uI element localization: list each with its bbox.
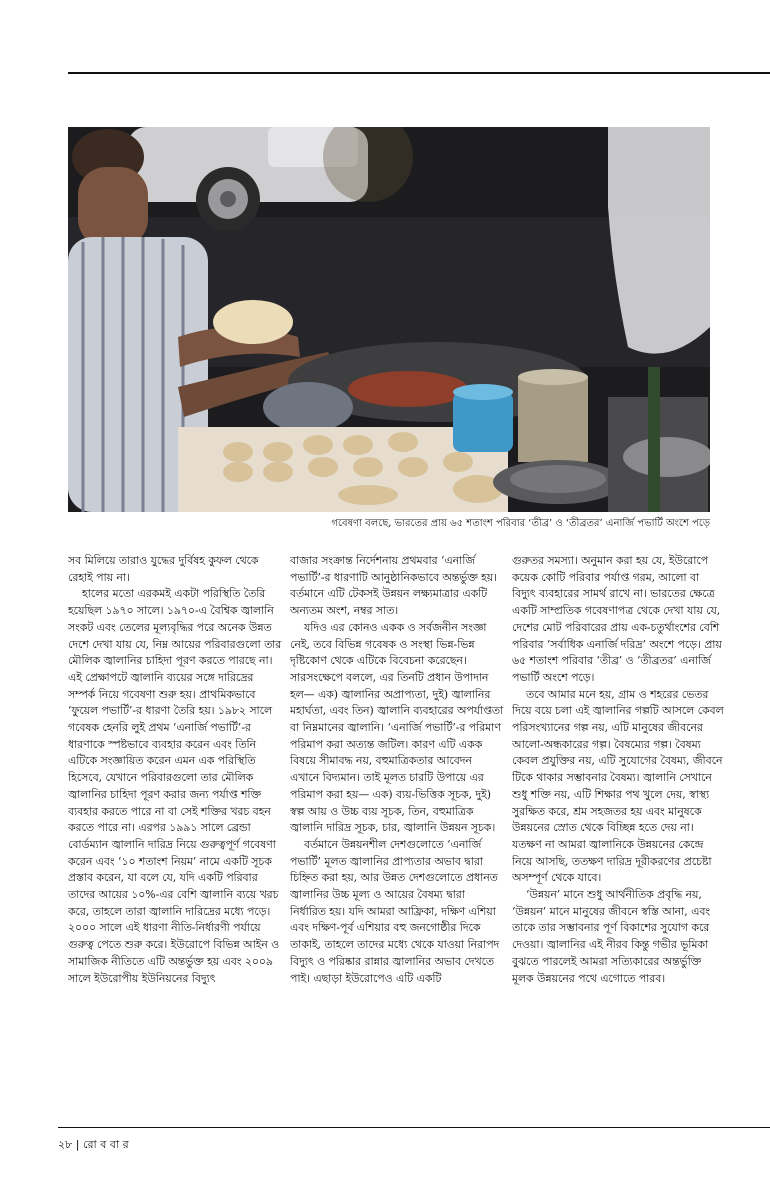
page-folio [58, 1136, 129, 1155]
article-photo [68, 127, 710, 512]
top-rule [68, 72, 770, 74]
paragraph: তবে আমার মনে হয়, গ্রাম ও শহরের ভেতর দিয়ে বয়ে চলা এই জ্বালানির গল্পটি আসলে কেবল পরিসংখ্যানের গল্প নয়, এটি মানুষের জীবনের আলো-অন্ধকারের গল্প। বৈষম্যের গল্প। বৈষম্য কেবল প্রযুক্তির নয়, এটি সুযোগের বৈষম্য, জীবনে টিকে থাকার সম্ভাবনার বৈষম্য। জ্বালানি সেখানে শুধু শক্তি নয়, এটি শিক্ষার পথ খুলে দেয়, স্বাস্থ্য সুরক্ষিত করে, শ্রম সহজতর হয় এবং মানুষকে উন্নয়নের স্রোত থেকে বিচ্ছিন্ন হতে দেয় না। যতক্ষণ না আমরা জ্বালানিকে উন্নয়নের কেন্দ্রে নিয়ে আসছি, ততক্ষণ দারিদ্র দূরীকরণের প্রচেষ্টা অসম্পূর্ণ থেকে যাবে। [512, 687, 724, 885]
paragraph: যদিও এর কোনও একক ও সর্বজনীন সংজ্ঞা নেই, তবে বিভিন্ন গবেষক ও সংস্থা ভিন্ন-ভিন্ন দৃষ্টিকোণ থেকে এটিকে বিবেচনা করেছেন। সারসংক্ষেপে বললে, এর তিনটি প্রধান উপাদান হল— এক) জ্বালানির অপ্রাপ্যতা, দুই) জ্বালানির মহার্ঘতা, এবং তিন) জ্বালানি ব্যবহারের অপর্যাপ্ততা বা নিম্নমানের জ্বালানি। ‘এনার্জি পভার্টি’-র পরিমাণ পরিমাপ করা অত্যন্ত জটিল। কারণ এটি একক বিষয়ে সীমাবদ্ধ নয়, বহুমাত্রিকতার আবেদন এখানে বিদ্যমান। তাই মূলত চারটি উপায়ে এর পরিমাপ করা হয়— এক) ব্যয়-ভিত্তিক সূচক, দুই) স্বল্প আয় ও উচ্চ ব্যয় সূচক, তিন, বহুমাত্রিক জ্বালানি দারিদ্র সূচক, চার, জ্বালানি উন্নয়ন সূচক। [290, 620, 504, 835]
street-cook-illustration [68, 127, 710, 512]
folio-separator: | [75, 1138, 80, 1151]
blue-mug [453, 384, 513, 452]
page-number: ২৮ [58, 1138, 73, 1151]
paragraph: বাজার সংক্রান্ত নির্দেশনায় প্রথমবার ‘এনার্জি পভার্টি’-র ধারণাটি আনুষ্ঠানিকভাবে অন্তর্ভুক্ত হয়। বর্তমানে এটি টেকসই উন্নয়ন লক্ষ্যমাত্রার একটি অন্যতম অংশ, নম্বর সাত। [290, 554, 498, 618]
article-column-1 [68, 553, 282, 1113]
paragraph: ‘উন্নয়ন’ মানে শুধু আর্থনীতিক প্রবৃদ্ধি নয়, ‘উন্নয়ন’ মানে মানুষের জীবনে স্বস্তি আনা, এবং তাকে তার সম্ভাবনার পূর্ণ বিকাশের সুযোগ করে দেওয়া। জ্বালানির এই নীরব কিন্তু গভীর ভূমিকা বুঝতে পারলেই আমরা সত্যিকারের অন্তর্ভুক্তি মূলক উন্নয়নের পথে এগোতে পারব। [512, 888, 710, 985]
paragraph: গুরুতর সমস্যা। অনুমান করা হয় যে, ইউরোপে কয়েক কোটি পরিবার পর্যাপ্ত গরম, আলো বা বিদ্যুৎ ব্যবহারের সামর্থ রাখে না। ভারতের ক্ষেত্রে একটি সাম্প্রতিক গবেষণাপত্র থেকে দেখা যায় যে, দেশের মোট পরিবারের প্রায় এক-চতুর্থাংশের বেশি পরিবার ‘সর্বাধিক এনার্জি দরিদ্র’ অংশে পড়ে। প্রায় ৬৫ শতাংশ পরিবার ‘তীব্র’ ও ‘তীব্রতর’ এনার্জি পভার্টি অংশে পড়ে। [512, 554, 722, 684]
article-column-3 [512, 553, 726, 1113]
bottom-rule [58, 1127, 770, 1128]
magazine-name: রো ব বা র [83, 1138, 129, 1151]
steel-container [518, 369, 588, 462]
article-column-2 [290, 553, 504, 1113]
paragraph: সব মিলিয়ে তারাও যুদ্ধের দুর্বিষহ কুফল থেকে রেহাই পায় না। [68, 554, 259, 584]
photo-caption: গবেষণা বলছে, ভারতের প্রায় ৬৫ শতাংশ পরিবার ‘তীব্র’ ও ‘তীব্রতর’ এনার্জি পভার্টি অংশে পড়ে [331, 518, 710, 529]
paragraph: বর্তমানে উন্নয়নশীল দেশগুলোতে ‘এনার্জি পভার্টি’ মূলত জ্বালানির প্রাপ্যতার অভাব দ্বারা চিহ্নিত করা হয়, আর উন্নত দেশগুলোতে প্রধানত জ্বালানির উচ্চ মূল্য ও আয়ের বৈষম্য দ্বারা নির্ধারিত হয়। যদি আমরা আফ্রিকা, দক্ষিণ এশিয়া এবং দক্ষিণ-পূর্ব এশিয়ার বহু জনগোষ্ঠীর দিকে তাকাই, তাহলে তাদের মধ্যে থেকে যাওয়া নিরাপদ বিদ্যুৎ ও পরিষ্কার রান্নার জ্বালানির অভাব দেখতে পাই। এছাড়া ইউরোপেও এটি একটি [290, 837, 500, 985]
paragraph: হালের মতো এরকমই একটা পরিস্থিতি তৈরি হয়েছিল ১৯৭০ সালে। ১৯৭০-এ বৈশ্বিক জ্বালানি সংকট এবং তেলের মূল্যবৃদ্ধির পরে অনেক উন্নত দেশে দেখা যায় যে, নিম্ন আয়ের পরিবারগুলো তার মৌলিক জ্বালানির চাহিদা পূরণ করতে পারছে না। এই প্রেক্ষাপটে জ্বালানি ব্যয়ের সঙ্গে দারিদ্রের সম্পর্ক নিয়ে গবেষণা শুরু হয়। প্রাথমিকভাবে ‘ফুয়েল পভার্টি’-র ধারণা তৈরি হয়। ১৯৮২ সালে গবেষক হেনরি লুই প্রথম ‘এনার্জি পভার্টি’-র ধারণাকে স্পষ্টভাবে ব্যবহার করেন এবং তিনি এটিকে সংজ্ঞায়িত করেন এমন এক পরিস্থিতি হিসেবে, যেখানে পরিবারগুলো তার মৌলিক জ্বালানির চাহিদা পূরণ করার জন্য পর্যাপ্ত শক্তি ব্যবহার করতে পারে না বা সেই শক্তির খরচ বহন করতে পারে না। এরপর ১৯৯১ সালে ব্রেন্ডা বোর্ডম্যান জ্বালানি দারিদ্র নিয়ে গুরুত্বপূর্ণ গবেষণা করেন এবং ‘১০ শতাংশ নিয়ম’ নামে একটি সূচক প্রস্তাব করেন, যা বলে যে, যদি একটি পরিবার তাদের আয়ের ১০%-এর বেশি জ্বালানি ব্যয়ে খরচ করে, তাহলে তারা জ্বালানি দারিদ্রের মধ্যে পড়ে। ২০০০ সালে এই ধারণা নীতি-নির্ধারণী পর্যায়ে গুরুত্ব পেতে শুরু করে। ইউরোপে বিভিন্ন আইন ও সামাজিক নীতিতে এটি অন্তর্ভুক্ত হয় এবং ২০০৯ সালে ইউরোপীয় ইউনিয়নের বিদ্যুৎ [68, 587, 282, 985]
